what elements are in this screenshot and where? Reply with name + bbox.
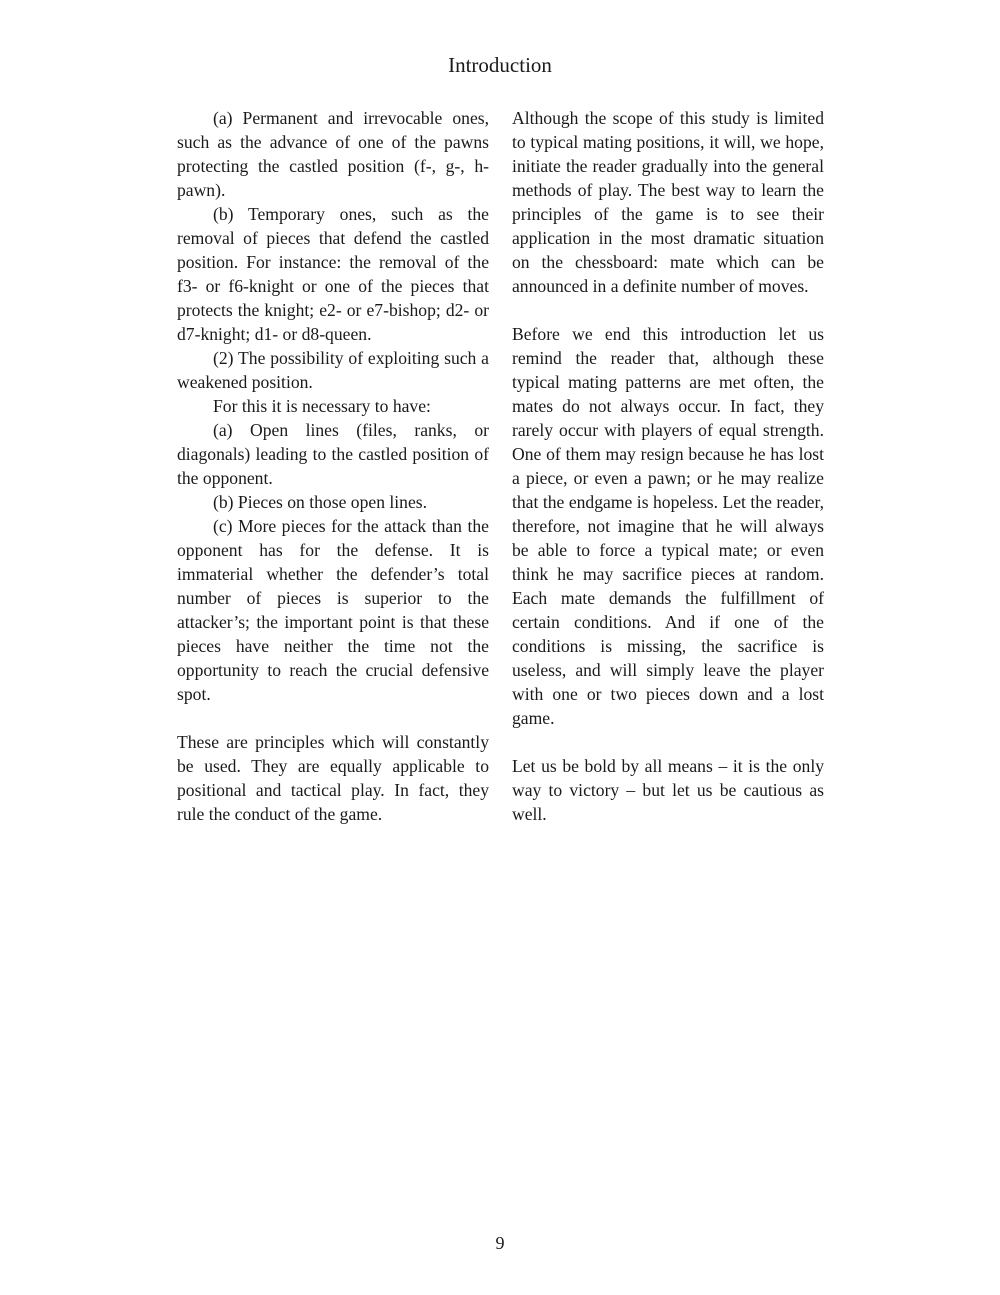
paragraph: (a) Open lines (files, ranks, or diagonals) leading to the castled position of the opponent.: [177, 420, 489, 488]
right-column: [512, 106, 824, 826]
paragraph: (c) More pieces for the attack than the opponent has for the defense. It is immaterial whether the defender’s total number of pieces is superior to the attacker’s; the important point is that these pieces have neither the time not the opportunity to reach the crucial defensive spot.: [177, 516, 489, 704]
paragraph: Although the scope of this study is limited to typical mating positions, it will, we hope, initiate the reader gradually into the general methods of play. The best way to learn the principles of the game is to see their application in the most dramatic situation on the chessboard: mate which can be announced in a definite number of moves.: [512, 108, 824, 296]
paragraph: (b) Pieces on those open lines.: [213, 492, 428, 512]
paragraph: Let us be bold by all means – it is the only way to victory – but let us be cautious as well.: [512, 756, 824, 824]
paragraph: (2) The possibility of exploiting such a weakened position.: [177, 348, 489, 392]
paragraph: For this it is necessary to have:: [213, 396, 431, 416]
paragraph: These are principles which will constantly be used. They are equally applicable to positional and tactical play. In fact, they rule the conduct of the game.: [177, 732, 489, 824]
paragraph: (b) Temporary ones, such as the removal of pieces that defend the castled position. For instance: the removal of the f3- or f6-knight or one of the pieces that protects the knight; e2- or e7-bishop; d2- or d7-knight; d1- or d8-queen.: [177, 204, 489, 344]
paragraph: (a) Permanent and irrevocable ones, such as the advance of one of the pawns protecting the castled position (f-, g-, h-pawn).: [177, 108, 489, 200]
left-column: [177, 106, 489, 826]
paragraph: Before we end this introduction let us remind the reader that, although these typical mating patterns are met often, the mates do not always occur. In fact, they rarely occur with players of equal strength. One of them may resign because he has lost a piece, or even a pawn; or he may realize that the endgame is hopeless. Let the reader, therefore, not imagine that he will always be able to force a typical mate; or even think he may sacrifice pieces at random. Each mate demands the fulfillment of certain conditions. And if one of the conditions is missing, the sacrifice is useless, and will simply leave the player with one or two pieces down and a lost game.: [512, 324, 824, 728]
page-number: 9: [495, 1233, 505, 1253]
running-head-title: Introduction: [448, 53, 552, 77]
